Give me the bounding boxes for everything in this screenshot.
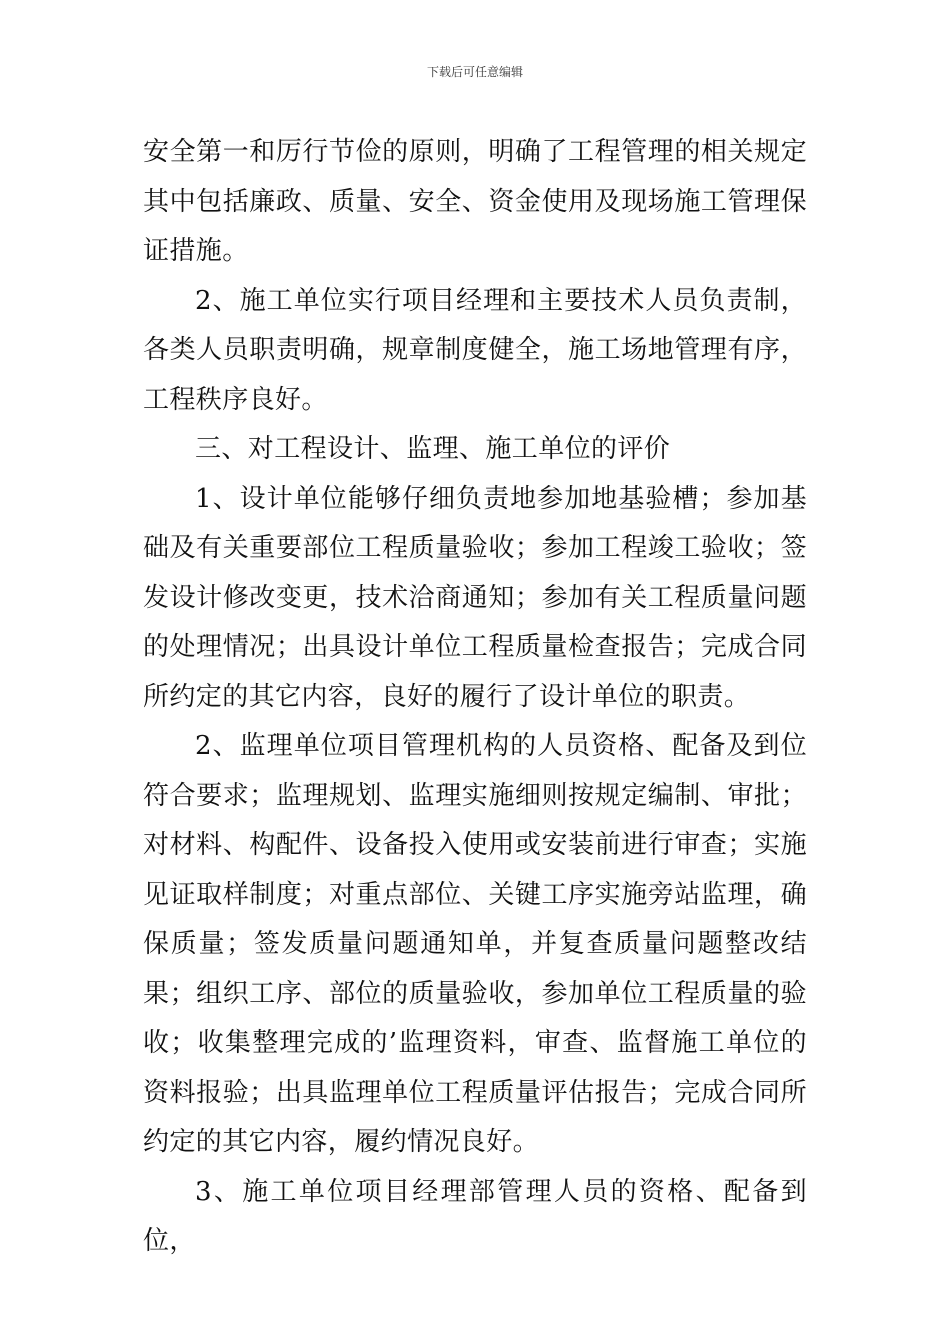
paragraph: 2、施工单位实行项目经理和主要技术人员负责制，各类人员职责明确，规章制度健全，施工场地管理有序，工程秩序良好。 <box>143 285 807 415</box>
page-header: 下载后可任意编辑 <box>426 65 523 79</box>
paragraph: 3、施工单位项目经理部管理人员的资格、配备到位， <box>143 1176 807 1256</box>
paragraph: 2、监理单位项目管理机构的人员资格、配备及到位符合要求；监理规划、监理实施细则按规定编制、审批；对材料、构配件、设备投入使用或安装前进行审查；实施见证取样制度；对重点部位、关键工序实施旁站监理，确保质量；签发质量问题通知单，并复查质量问题整改结果；组织工序、部位的质量验收，参加单位工程质量的验收；收集整理完成的’监理资料，审查、监督施工单位的资料报验；出具监理单位工程质量评估报告；完成合同所约定的其它内容，履约情况良好。 <box>143 731 807 1157</box>
document-body <box>143 128 807 1267</box>
section-heading: 三、对工程设计、监理、施工单位的评价 <box>195 434 671 464</box>
paragraph: 安全第一和厉行节俭的原则，明确了工程管理的相关规定其中包括廉政、质量、安全、资金使用及现场施工管理保证措施。 <box>143 137 807 266</box>
paragraph: 1、设计单位能够仔细负责地参加地基验槽；参加基础及有关重要部位工程质量验收；参加工程竣工验收；签发设计修改变更，技术洽商通知；参加有关工程质量问题的处理情况；出具设计单位工程质量检查报告；完成合同所约定的其它内容，良好的履行了设计单位的职责。 <box>143 483 807 712</box>
